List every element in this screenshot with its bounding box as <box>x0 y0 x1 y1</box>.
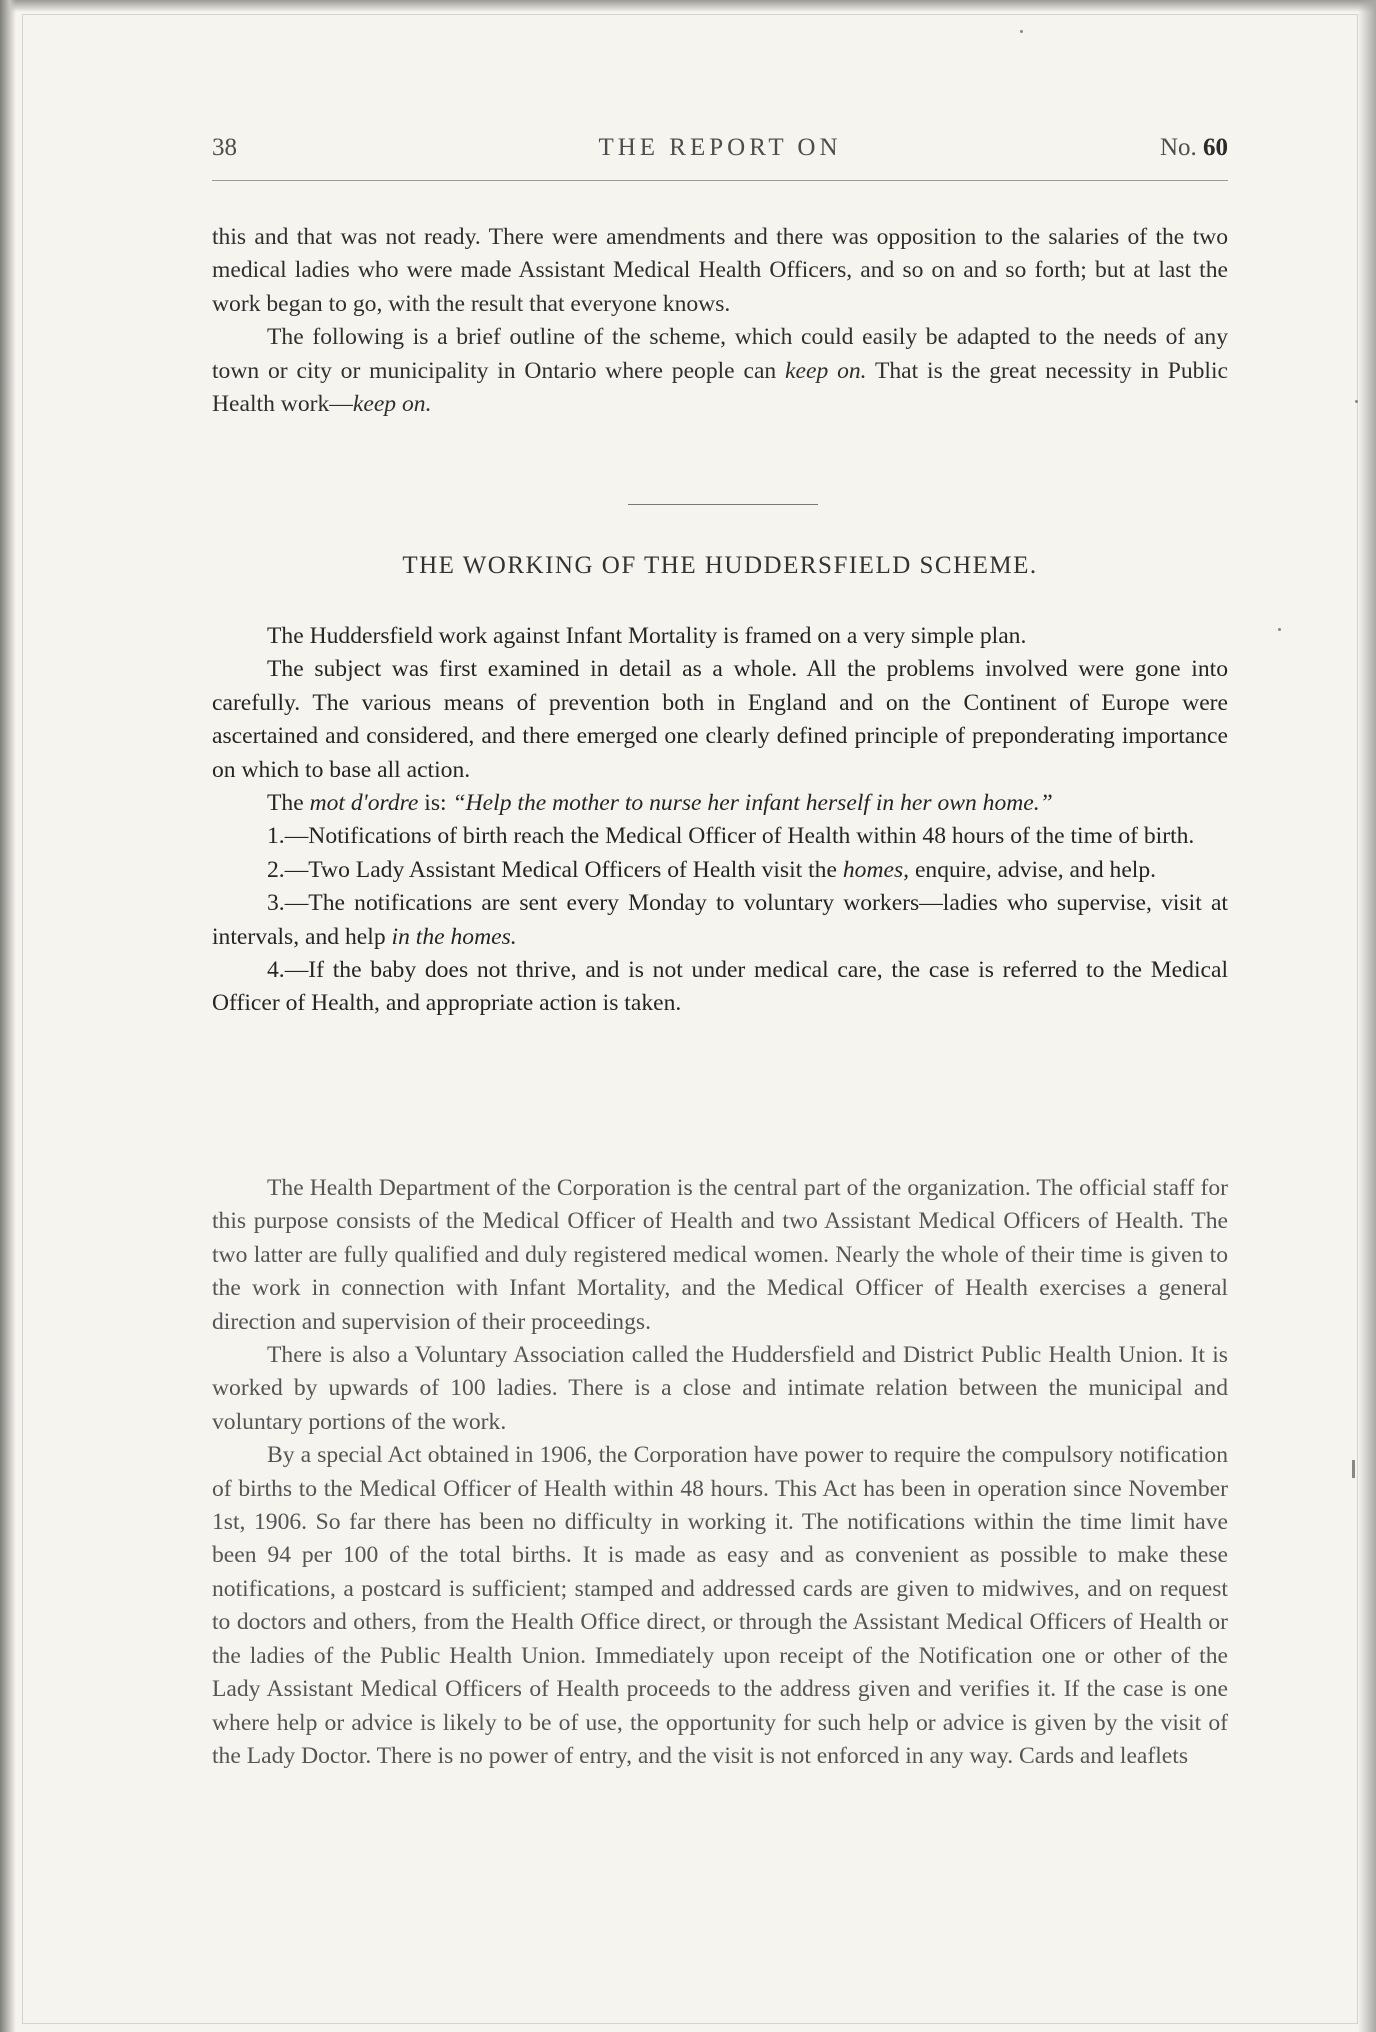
report-label: No. <box>1159 134 1197 161</box>
section-paragraph-2: The subject was first examined in detail as a whole. All the problems involved were gone into carefully. The various means of prevention both in England and on the Continent of Europe were ascertained and considered, and there emerged one clearly defined principle of preponderating importance on which to base all action. <box>212 656 1228 783</box>
scan-speck <box>1355 400 1358 403</box>
p3-emphasis-1: mot d'ordre <box>309 790 419 817</box>
section-paragraph-3 <box>212 787 1228 820</box>
section-divider <box>628 504 818 505</box>
item3-emphasis: in the homes. <box>391 923 517 950</box>
list-item-1: 1.—Notifications of birth reach the Medical Officer of Health within 48 hours of the time of birth. <box>267 823 1195 850</box>
p3-text-a: The <box>267 790 310 817</box>
header-rule <box>212 180 1228 181</box>
scan-speck <box>1020 30 1023 33</box>
running-header <box>212 134 1228 174</box>
report-number-value: 60 <box>1203 134 1228 161</box>
list-item-4: 4.—If the baby does not thrive, and is not under medical care, the case is referred to the Medical Officer of Health, and appropriate action is taken. <box>212 957 1228 1017</box>
scan-edge-top <box>0 0 1376 12</box>
p3-emphasis-2: “Help the mother to nurse her infant herself in her own home.” <box>452 790 1053 817</box>
section-title: THE WORKING OF THE HUDDERSFIELD SCHEME. <box>402 552 1038 579</box>
intro-p2-text-a: The following is a brief outline of the scheme, which could easily be adapted to the needs of any town or city or municipality in Ontario where people can <box>212 324 1228 384</box>
item2-text-b: enquire, advise, and help. <box>909 856 1157 883</box>
item2-text-a: 2.—Two Lady Assistant Medical Officers of Health visit the <box>267 856 843 883</box>
section-text-continued <box>212 1172 1228 1773</box>
item2-emphasis: homes, <box>842 856 910 883</box>
intro-p2-emphasis-2: keep on. <box>352 391 432 418</box>
intro-text <box>212 221 1228 421</box>
report-number <box>1160 134 1228 162</box>
intro-paragraph-1: this and that was not ready. There were amendments and there was opposition to the salaries of the two medical ladies who were made Assistant Medical Health Officers, and so on and so forth; but at last the work began to go, with the result that everyone knows. <box>212 224 1228 317</box>
scan-speck <box>1278 628 1281 631</box>
running-title: THE REPORT ON <box>598 134 842 161</box>
list-item-2 <box>212 854 1228 887</box>
list-item-3 <box>212 887 1228 954</box>
section-paragraph-5: There is also a Voluntary Association called the Huddersfield and District Public Health Union. It is worked by upwards of 100 ladies. There is a close and intimate relation between the municipal and voluntary portions of the work. <box>212 1342 1228 1435</box>
page-number: 38 <box>212 134 237 161</box>
scan-speck <box>1352 1460 1355 1478</box>
section-paragraph-1: The Huddersfield work against Infant Mortality is framed on a very simple plan. <box>267 623 1027 649</box>
section-paragraph-6: By a special Act obtained in 1906, the Corporation have power to require the compulsory notification of births to the Medical Officer of Health within 48 hours. This Act has been in operation since November 1st, 1906. So far there has been no difficulty in working it. The notifications within the time limit have been 94 per 100 of the total births. It is made as easy and as convenient as possible to make these notifications, a postcard is sufficient; stamped and addressed cards are given to midwives, and on request to doctors and others, from the Health Office direct, or through the Assistant Medical Officers of Health or the ladies of the Public Health Union. Immediately upon receipt of the Notification one or other of the Lady Assistant Medical Officers of Health proceeds to the address given and verifies it. If the case is one where help or advice is likely to be of use, the opportunity for such help or advice is given by the visit of the Lady Doctor. There is no power of entry, and the visit is not enforced in any way. Cards and leaflets <box>212 1442 1228 1769</box>
p3-text-b: is: <box>418 790 453 817</box>
scan-edge-right <box>1358 0 1376 2032</box>
section-paragraph-4: The Health Department of the Corporation is the central part of the organization. The official staff for this purpose consists of the Medical Officer of Health and two Assistant Medical Officers of Health. The two latter are fully qualified and duly registered medical women. Nearly the whole of their time is given to the work in connection with Infant Mortality, and the Medical Officer of Health exercises a general direction and supervision of their proceedings. <box>212 1175 1228 1335</box>
item3-text-a: 3.—The notifications are sent every Monday to voluntary workers—ladies who supervise, visit at intervals, and help <box>212 890 1228 950</box>
intro-paragraph-2 <box>212 321 1228 421</box>
intro-p2-text-b: That is the great necessity in Public Health work— <box>212 357 1228 418</box>
section-text-main <box>212 620 1228 1021</box>
intro-p2-emphasis-1: keep on. <box>785 357 867 384</box>
scan-edge-left <box>0 0 16 2032</box>
